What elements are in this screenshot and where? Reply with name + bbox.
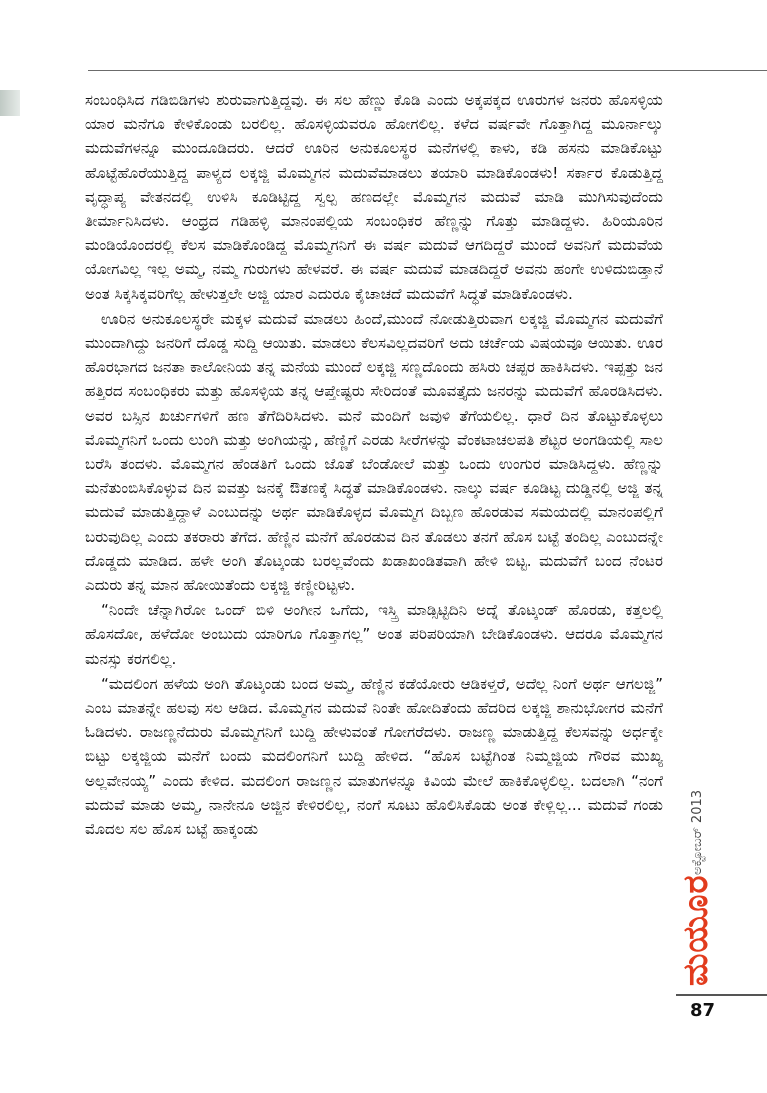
page-number: 87 — [690, 1000, 716, 1021]
left-edge-strip — [0, 90, 20, 116]
paragraph-4: “ಮದಲಿಂಗ ಹಳೆಯ ಅಂಗಿ ತೊಟ್ಕಂಡು ಬಂದ ಅಮ್ಮ, ಹೆಣ್ಣಿನ ಕಡೆಯೋರು ಆಡಿಕಳ್ತರೆ, ಅದೆಲ್ಲ ನಿಂಗೆ ಅರ್ಥ ಆಗಲಜ್ಜಿ” ಎಂಬ ಮಾತನ್ನೇ ಹಲವು ಸಲ ಆಡಿದ. ಮೊಮ್ಮಗನ ಮದುವೆ ನಿಂತೇ ಹೋದಿತೆಂದು ಹೆದರಿದ ಲಕ್ಕಜ್ಜಿ ಶಾನುಭೋಗರ ಮನೆಗೆ ಓಡಿದಳು. ರಾಜಣ್ಣನೆದುರು ಮೊಮ್ಮಗನಿಗೆ ಬುದ್ದಿ ಹೇಳುವಂತೆ ಗೋಗರೆದಳು. ರಾಜಣ್ಣ ಮಾಡುತ್ತಿದ್ದ ಕೆಲಸವನ್ನು ಅರ್ಧಕ್ಕೇ ಬಿಟ್ಟು ಲಕ್ಕಜ್ಜಿಯ ಮನೆಗೆ ಬಂದು ಮದಲಿಂಗನಿಗೆ ಬುದ್ದಿ ಹೇಳಿದ. “ಹೊಸ ಬಟ್ಟೆಗಿಂತ ನಿಮ್ಮಜ್ಜಿಯ ಗೌರವ ಮುಖ್ಯ ಅಲ್ಲವೇನಯ್ಯ” ಎಂದು ಕೇಳಿದ. ಮದಲಿಂಗ ರಾಜಣ್ಣನ ಮಾತುಗಳನ್ನೂ ಕಿವಿಯ ಮೇಲೆ ಹಾಕಿಕೊಳ್ಳಲಿಲ್ಲ. ಬದಲಾಗಿ “ನಂಗೆ ಮದುವೆ ಮಾಡು ಅಮ್ಮ, ನಾನೇನೂ ಅಜ್ಜಿನ ಕೇಳಿರಲಿಲ್ಲ, ನಂಗೆ ಸೂಟು ಹೊಲಿಸಿಕೊಡು ಅಂತ ಕೇಳ್ಲಿಲ್ಲ... ಮದುವೆ ಗಂಡು ಮೊದಲ ಸಲ ಹೊಸ ಬಟ್ಟೆ ಹಾಕ್ಕಂಡು — [85, 674, 663, 839]
magazine-name: ಮಯೂರ — [676, 874, 716, 986]
issue-date: ಅಕ್ಟೋಬರ್ 2013 — [690, 789, 705, 875]
header-rule — [88, 70, 767, 71]
paragraph-2: ಊರಿನ ಅನುಕೂಲಸ್ಥರೇ ಮಕ್ಕಳ ಮದುವೆ ಮಾಡಲು ಹಿಂದೆ,ಮುಂದೆ ನೋಡುತ್ತಿರುವಾಗ ಲಕ್ಕಜ್ಜಿ ಮೊಮ್ಮಗನ ಮದುವೆಗೆ ಮುಂದಾಗಿದ್ದು ಜನರಿಗೆ ದೊಡ್ಡ ಸುದ್ದಿ ಆಯಿತು. ಮಾಡಲು ಕೆಲಸವಿಲ್ಲದವರಿಗೆ ಅದು ಚರ್ಚೆಯ ವಿಷಯವೂ ಆಯಿತು. ಊರ ಹೊರಭಾಗದ ಜನತಾ ಕಾಲೋನಿಯ ತನ್ನ ಮನೆಯ ಮುಂದೆ ಲಕ್ಕಜ್ಜಿ ಸಣ್ಣದೊಂದು ಹಸಿರು ಚಪ್ಪರ ಹಾಕಿಸಿದಳು. ಇಪ್ಪತ್ತು ಜನ ಹತ್ತಿರದ ಸಂಬಂಧಿಕರು ಮತ್ತು ಹೊಸಳ್ಳಿಯ ತನ್ನ ಆಪ್ತೇಷ್ಟರು ಸೇರಿದಂತೆ ಮೂವತ್ತೈದು ಜನರನ್ನು ಮದುವೆಗೆ ಹೊರಡಿಸಿದಳು. ಅವರ ಬಸ್ಸಿನ ಖರ್ಚುಗಳಿಗೆ ಹಣ ತೆಗೆದಿರಿಸಿದಳು. ಮನೆ ಮಂದಿಗೆ ಜವುಳಿ ತೆಗೆಯಲಿಲ್ಲ. ಧಾರೆ ದಿನ ತೊಟ್ಟುಕೊಳ್ಳಲು ಮೊಮ್ಮಗನಿಗೆ ಒಂದು ಲುಂಗಿ ಮತ್ತು ಅಂಗಿಯನ್ನು, ಹೆಣ್ಣಿಗೆ ಎರಡು ಸೀರೆಗಳನ್ನು ವೆಂಕಟಾಚಲಪತಿ ಶೆಟ್ಟರ ಅಂಗಡಿಯಲ್ಲಿ ಸಾಲ ಬರೆಸಿ ತಂದಳು. ಮೊಮ್ಮಗನ ಹೆಂಡತಿಗೆ ಒಂದು ಜೊತೆ ಬೆಂಡೋಲೆ ಮತ್ತು ಒಂದು ಉಂಗುರ ಮಾಡಿಸಿದ್ದಳು. ಹೆಣ್ಣನ್ನು ಮನೆತುಂಬಿಸಿಕೊಳ್ಳುವ ದಿನ ಐವತ್ತು ಜನಕ್ಕೆ ಔತಣಕ್ಕೆ ಸಿದ್ಧತೆ ಮಾಡಿಕೊಂಡಳು. ನಾಲ್ಕು ವರ್ಷ ಕೂಡಿಟ್ಟ ದುಡ್ಡಿನಲ್ಲಿ ಅಜ್ಜಿ ತನ್ನ ಮದುವೆ ಮಾಡುತ್ತಿದ್ದಾಳೆ ಎಂಬುದನ್ನು ಅರ್ಥ ಮಾಡಿಕೊಳ್ಳದ ಮೊಮ್ಮಗ ದಿಬ್ಬಣ ಹೊರಡುವ ಸಮಯದಲ್ಲಿ ಮಾನಂಪಲ್ಲಿಗೆ ಬರುವುದಿಲ್ಲ ಎಂದು ತಕರಾರು ತೆಗೆದ. ಹೆಣ್ಣಿನ ಮನೆಗೆ ಹೊರಡುವ ದಿನ ತೊಡಲು ತನಗೆ ಹೊಸ ಬಟ್ಟೆ ತಂದಿಲ್ಲ ಎಂಬುದನ್ನೇ ದೊಡ್ಡದು ಮಾಡಿದ. ಹಳೇ ಅಂಗಿ ತೊಟ್ಕಂಡು ಬರಲ್ಲವೆಂದು ಖಡಾಖಂಡಿತವಾಗಿ ಹೇಳಿ ಬಿಟ್ಟ. ಮದುವೆಗೆ ಬಂದ ನೆಂಟರ ಎದುರು ತನ್ನ ಮಾನ ಹೋಯಿತೆಂದು ಲಕ್ಕಜ್ಜಿ ಕಣ್ಣೀರಿಟ್ಟಳು. — [85, 309, 663, 595]
paragraph-3: “ನಿಂದೇ ಚೆನ್ನಾಗಿರೋ ಒಂದ್ ಬಿಳಿ ಅಂಗೀನ ಒಗೆದು, ಇಸ್ತ್ರಿ ಮಾಡ್ಸಿಟ್ಟಿದಿನಿ ಅದ್ನೆ ತೊಟ್ಕಂಡ್ ಹೊರಡು, ಕತ್ತಲಲ್ಲಿ ಹೊಸದೋ, ಹಳೆದೋ ಅಂಬುದು ಯಾರಿಗೂ ಗೊತ್ತಾಗಲ್ಲ” ಅಂತ ಪರಿಪರಿಯಾಗಿ ಬೇಡಿಕೊಂಡಳು. ಆದರೂ ಮೊಮ್ಮಗನ ಮನಸ್ಸು ಕರಗಲಿಲ್ಲ. — [85, 601, 663, 668]
footer-rule — [676, 994, 767, 996]
paragraph-1: ಸಂಬಂಧಿಸಿದ ಗಡಿಬಿಡಿಗಳು ಶುರುವಾಗುತ್ತಿದ್ದವು. ಈ ಸಲ ಹೆಣ್ಣು ಕೊಡಿ ಎಂದು ಅಕ್ಕಪಕ್ಕದ ಊರುಗಳ ಜನರು ಹೊಸಳ್ಳಿಯ ಯಾರ ಮನೆಗೂ ಕೇಳಿಕೊಂಡು ಬರಲಿಲ್ಲ. ಹೊಸಳ್ಳಿಯವರೂ ಹೋಗಲಿಲ್ಲ. ಕಳೆದ ವರ್ಷವೇ ಗೊತ್ತಾಗಿದ್ದ ಮೂರ್ನಾಲ್ಕು ಮದುವೆಗಳನ್ನೂ ಮುಂದೂಡಿದರು. ಆದರೆ ಊರಿನ ಅನುಕೂಲಸ್ಥರ ಮನೆಗಳಲ್ಲಿ ಕಾಳು, ಕಡಿ ಹಸನು ಮಾಡಿಕೊಟ್ಟು ಹೊಟ್ಟೆಹೊರೆಯುತ್ತಿದ್ದ ಪಾಳ್ಯದ ಲಕ್ಕಜ್ಜಿ ಮೊಮ್ಮಗನ ಮದುವೆಮಾಡಲು ತಯಾರಿ ಮಾಡಿಕೊಂಡಳು! ಸರ್ಕಾರ ಕೊಡುತ್ತಿದ್ದ ವೃದ್ಧಾಪ್ಯ ವೇತನದಲ್ಲಿ ಉಳಿಸಿ ಕೂಡಿಟ್ಟಿದ್ದ ಸ್ವಲ್ಪ ಹಣದಲ್ಲೇ ಮೊಮ್ಮಗನ ಮದುವೆ ಮಾಡಿ ಮುಗಿಸುವುದೆಂದು ತೀರ್ಮಾನಿಸಿದಳು. ಆಂಧ್ರದ ಗಡಿಹಳ್ಳಿ ಮಾನಂಪಲ್ಲಿಯ ಸಂಬಂಧಿಕರ ಹೆಣ್ಣನ್ನು ಗೊತ್ತು ಮಾಡಿದ್ದಳು. ಹಿರಿಯೂರಿನ ಮಂಡಿಯೊಂದರಲ್ಲಿ ಕೆಲಸ ಮಾಡಿಕೊಂಡಿದ್ದ ಮೊಮ್ಮಗನಿಗೆ ಈ ವರ್ಷ ಮದುವೆ ಆಗದಿದ್ದರೆ ಮುಂದೆ ಅವನಿಗೆ ಮದುವೆಯ ಯೋಗವಿಲ್ಲ ಇಲ್ಲ ಅಮ್ಮ, ನಮ್ಮ ಗುರುಗಳು ಹೇಳವರೆ. ಈ ವರ್ಷ ಮದುವೆ ಮಾಡದಿದ್ದರೆ ಅವನು ಹಂಗೇ ಉಳಿದುಬಿಡ್ತಾನೆ ಅಂತ ಸಿಕ್ಕಸಿಕ್ಕವರಿಗೆಲ್ಲ ಹೇಳುತ್ತಲೇ ಅಜ್ಜಿ ಯಾರ ಎದುರೂ ಕೈಚಾಚದೆ ಮದುವೆಗೆ ಸಿದ್ಧತೆ ಮಾಡಿಕೊಂಡಳು. — [85, 91, 663, 303]
article-body — [85, 88, 663, 841]
